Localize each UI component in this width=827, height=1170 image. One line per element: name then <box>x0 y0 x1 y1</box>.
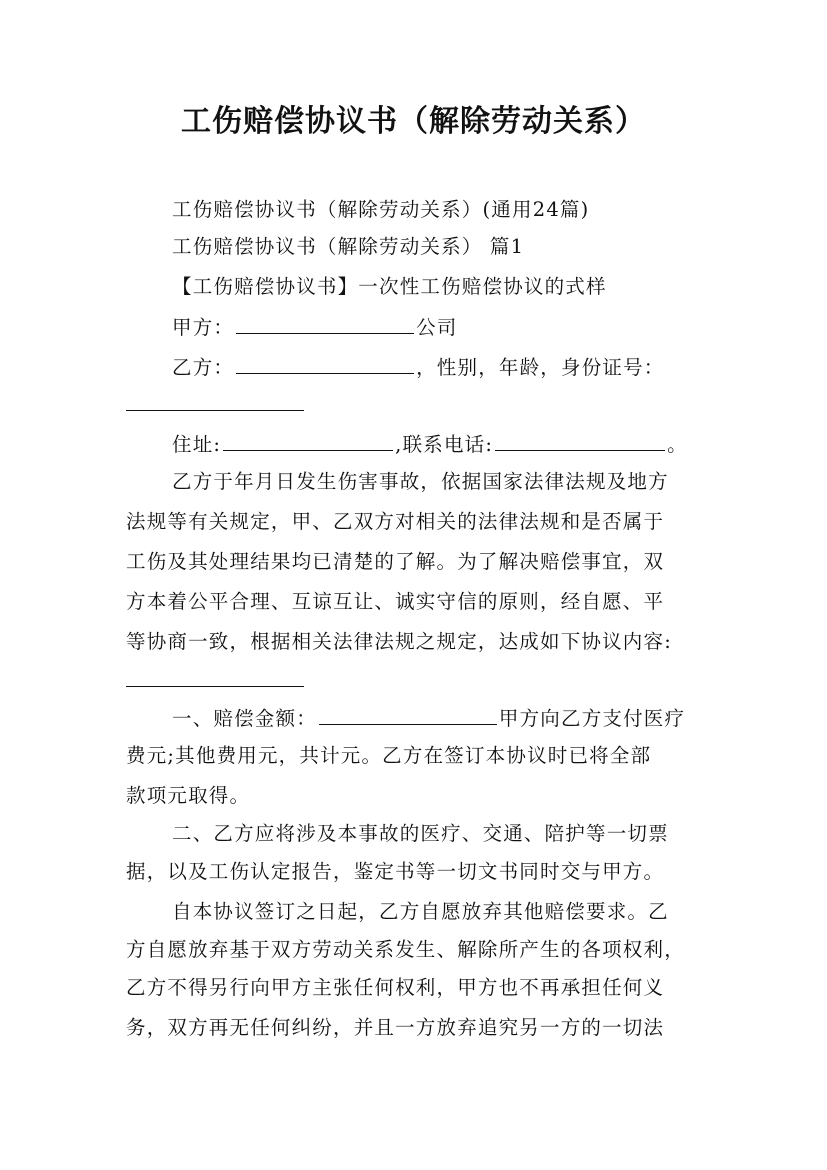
party-a-blank <box>236 315 414 334</box>
clause1-first-line <box>172 706 772 731</box>
party-b-line <box>172 355 772 380</box>
address-end: 。 <box>667 433 688 456</box>
clause2-line: 据，以及工伤认定报告，鉴定书等一切文书同时交与甲方。 <box>126 860 665 883</box>
clause3-line: 乙方不得另行向甲方主张任何权利，甲方也不再承担任何义 <box>126 976 665 999</box>
intro-line: 工伤及其处理结果均已清楚的了解。为了解决赔偿事宜，双 <box>126 550 665 573</box>
document-title: 工伤赔偿协议书（解除劳动关系） <box>181 104 646 139</box>
clause1-line: 款项元取得。 <box>126 784 251 807</box>
clause3-line: 自本协议签订之日起，乙方自愿放弃其他赔偿要求。乙 <box>172 900 669 923</box>
party-a-line <box>172 315 772 340</box>
intro-line: 法规等有关规定，甲、乙双方对相关的法律法规和是否属于 <box>126 510 665 533</box>
compensation-amount-blank <box>319 706 497 725</box>
intro-line: 乙方于年月日发生伤害事故，依据国家法律法规及地方 <box>172 470 669 493</box>
id-number-blank <box>126 410 304 411</box>
heading-line: 【工伤赔偿协议书】一次性工伤赔偿协议的式样 <box>172 275 607 298</box>
phone-label: ,联系电话: <box>395 433 494 456</box>
clause3-line: 务，双方再无任何纠纷，并且一方放弃追究另一方的一切法 <box>126 1016 665 1039</box>
agreement-blank <box>126 686 304 687</box>
clause1-label: 一、赔偿金额： <box>172 707 317 730</box>
party-a-suffix: 公司 <box>416 316 458 339</box>
intro-line: 等协商一致，根据相关法律法规之规定，达成如下协议内容: <box>126 630 672 653</box>
clause3-line: 方自愿放弃基于双方劳动关系发生、解除所产生的各项权利， <box>126 938 685 961</box>
party-b-label: 乙方： <box>172 356 235 379</box>
clause1-suffix: 甲方向乙方支付医疗 <box>498 707 686 730</box>
address-blank <box>223 432 393 451</box>
subtitle-line: 工伤赔偿协议书（解除劳动关系）(通用24篇) <box>172 198 590 221</box>
clause2-line: 二、乙方应将涉及本事故的医疗、交通、陪护等一切票 <box>172 822 669 845</box>
party-b-suffix: ，性别，年龄，身份证号： <box>416 356 665 379</box>
party-b-blank <box>236 355 414 374</box>
intro-line: 方本着公平合理、互谅互让、诚实守信的原则，经自愿、平 <box>126 590 665 613</box>
party-a-label: 甲方： <box>172 316 235 339</box>
address-line <box>172 432 772 457</box>
phone-blank <box>495 432 665 451</box>
chapter-line: 工伤赔偿协议书（解除劳动关系） 篇1 <box>172 235 525 258</box>
address-label: 住址: <box>172 433 222 456</box>
clause1-line: 费元;其他费用元，共计元。乙方在签订本协议时已将全部 <box>126 744 652 767</box>
